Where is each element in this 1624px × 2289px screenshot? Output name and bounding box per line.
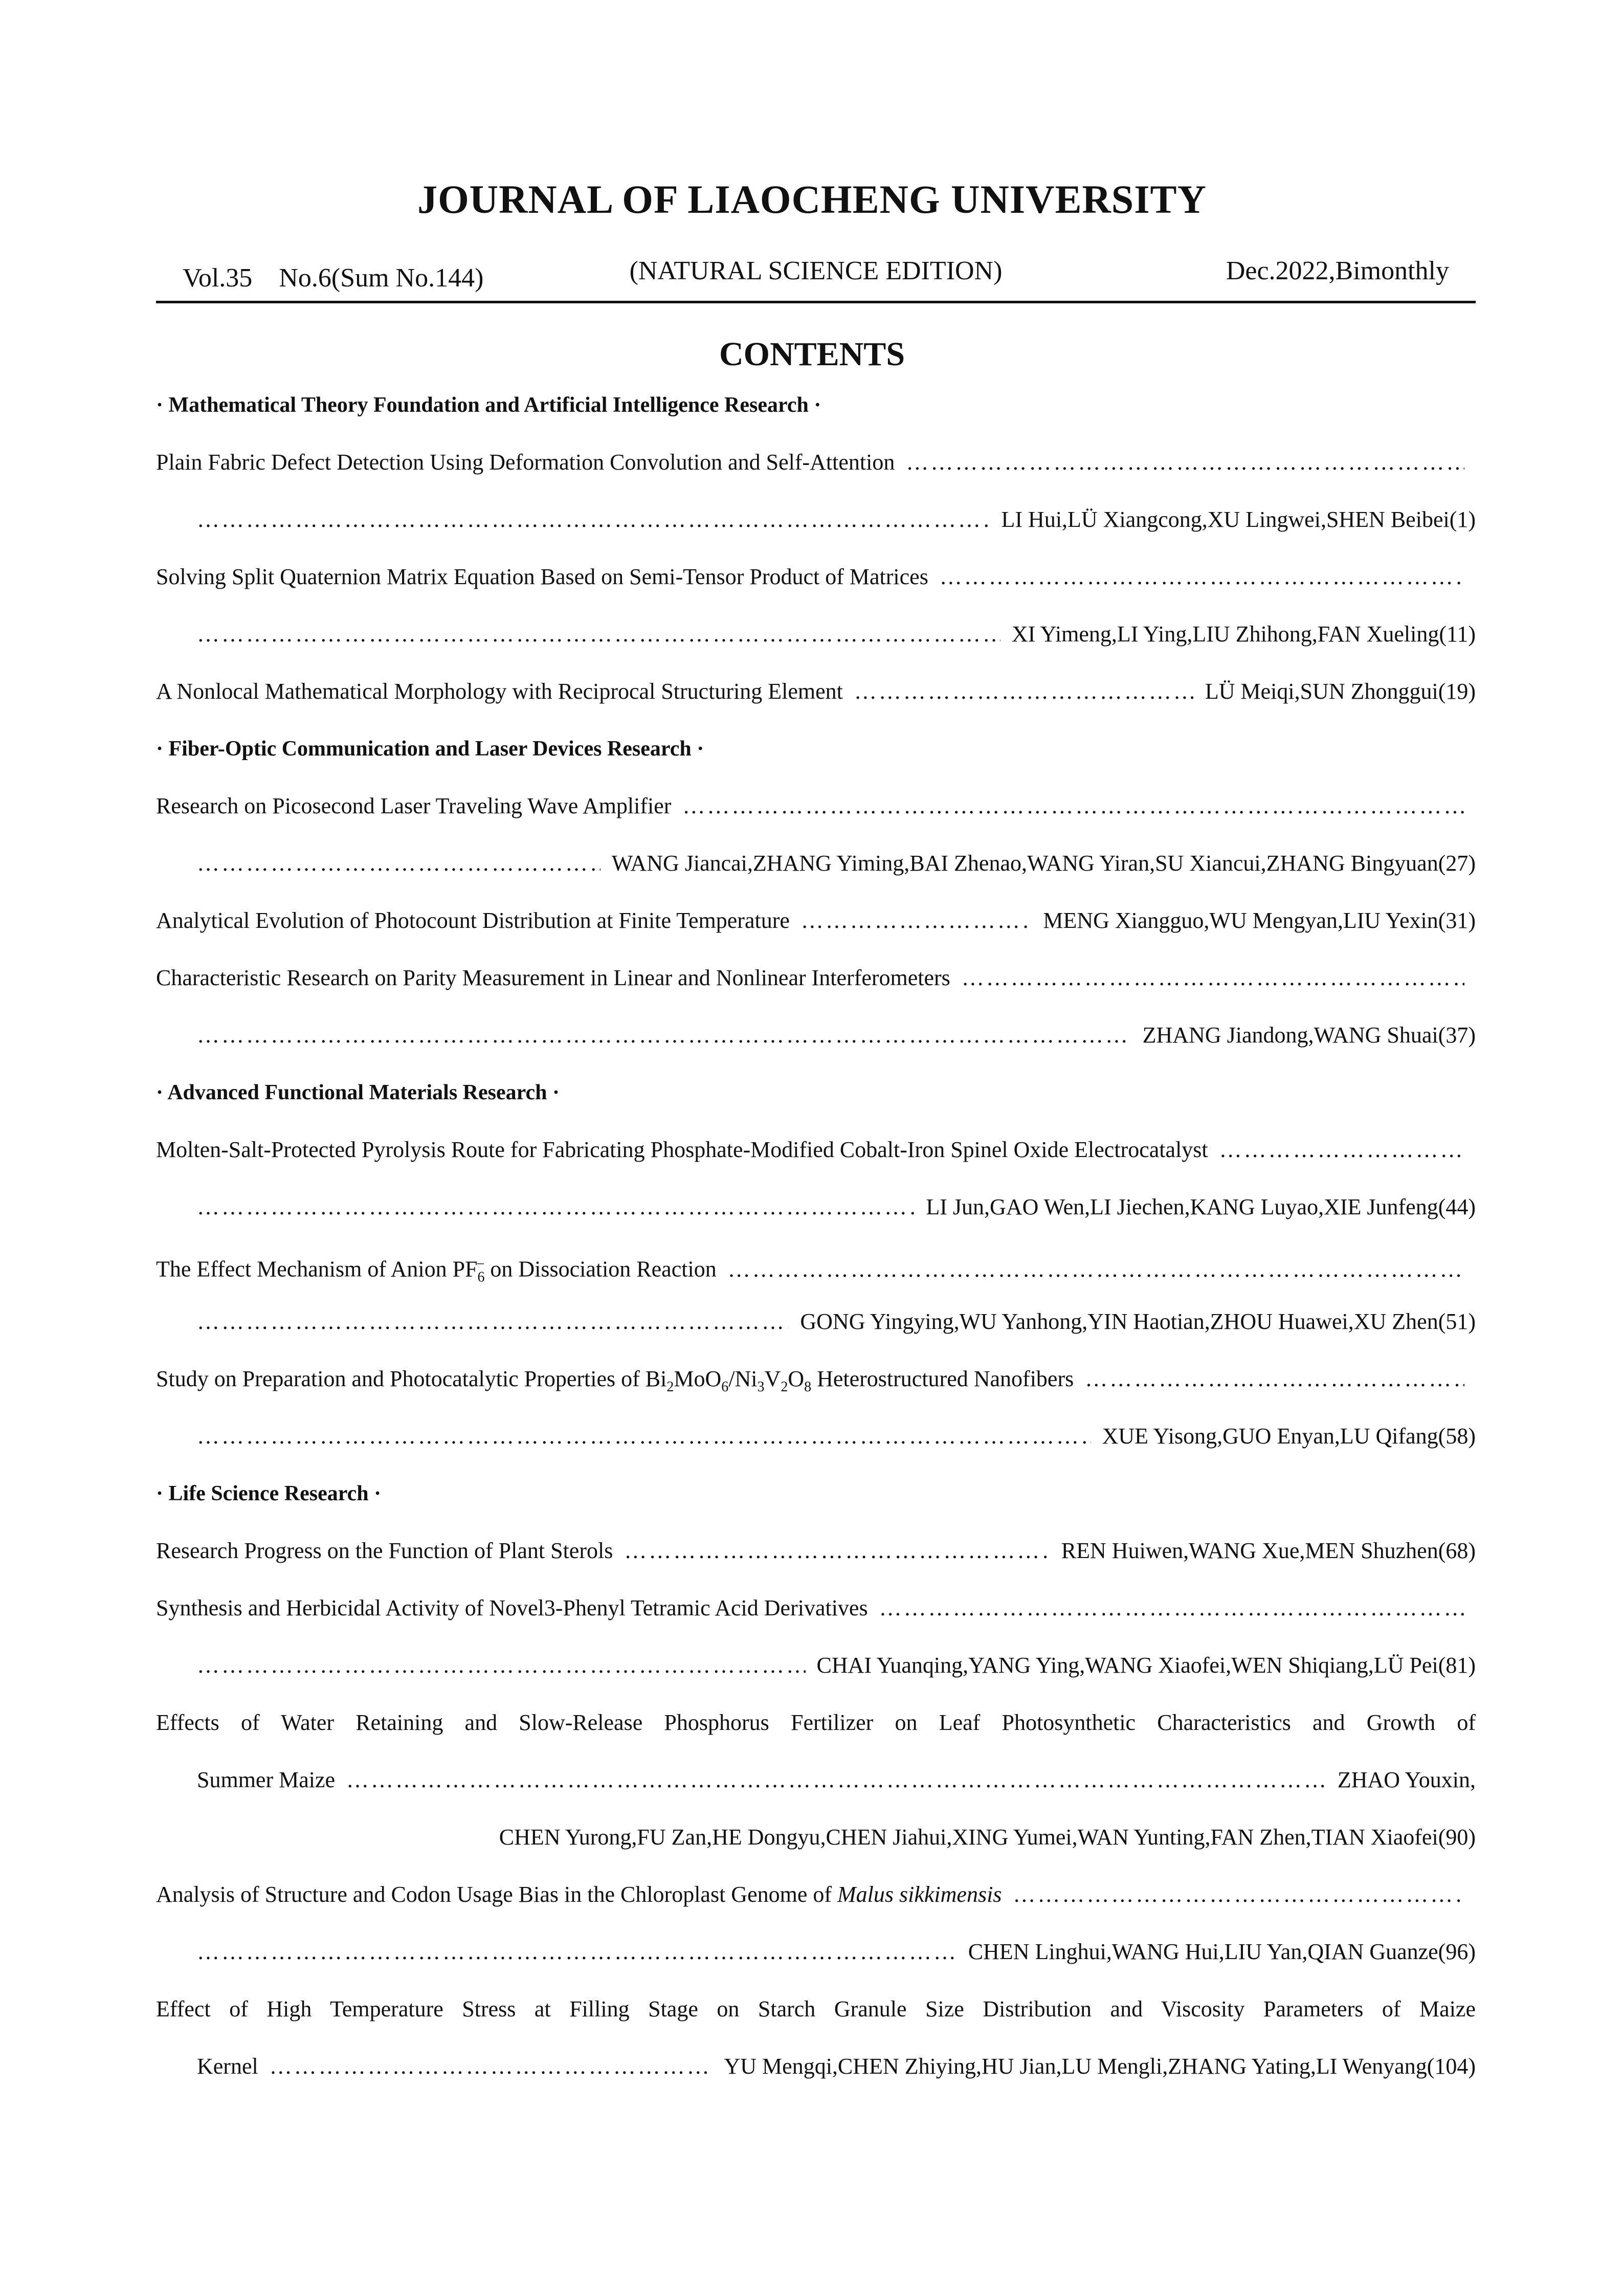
dot-leader [270, 2046, 713, 2087]
article-authors: MENG Xiangguo,WU Mengyan,LIU Yexin(31) [1043, 908, 1476, 933]
toc-entry-authors[interactable] [197, 614, 1476, 655]
title-part: Analysis of Structure and Codon Usage Bias in the Chloroplast Genome of [156, 1882, 838, 1907]
article-authors: WANG Jiancai,ZHANG Yiming,BAI Zhenao,WANG Yiran,SU Xiancui,ZHANG Bingyuan(27) [611, 851, 1476, 876]
dot-leader [940, 557, 1464, 597]
article-title: Synthesis and Herbicidal Activity of Novel3-Phenyl Tetramic Acid Derivatives [156, 1595, 868, 1620]
toc-entry-title[interactable] [156, 1244, 1476, 1285]
dot-leader [962, 958, 1464, 998]
toc-entry-authors[interactable] [197, 499, 1476, 540]
toc-entry-title[interactable] [156, 1359, 1476, 1399]
toc-entry-authors[interactable] [197, 1015, 1476, 1056]
article-title [156, 1244, 717, 1298]
dot-leader [854, 671, 1194, 712]
section-heading: · Fiber-Optic Communication and Laser Devices Research · [156, 737, 704, 761]
article-authors: LI Hui,LÜ Xiangcong,XU Lingwei,SHEN Beibei(1) [1001, 507, 1476, 532]
toc-entry-title[interactable] [156, 1588, 1476, 1629]
dot-leader [197, 1931, 957, 1972]
toc-entry-title[interactable] [156, 786, 1476, 827]
title-subscript: 2 [666, 1379, 674, 1395]
dot-leader [728, 1249, 1464, 1290]
article-authors: XUE Yisong,GUO Enyan,LU Qifang(58) [1102, 1424, 1476, 1449]
dot-leader [1085, 1359, 1464, 1399]
title-subscript: 2 [781, 1379, 788, 1395]
article-authors: YU Mengqi,CHEN Zhiying,HU Jian,LU Mengli,ZHANG Yating,LI Wenyang(104) [724, 2054, 1476, 2079]
title-subscript: 3 [757, 1379, 765, 1395]
toc-entry-title[interactable] [156, 442, 1476, 483]
dot-leader [197, 1416, 1091, 1457]
issue-date: Dec.2022,Bimonthly [1226, 256, 1449, 285]
dot-leader [346, 1760, 1326, 1801]
article-authors: CHEN Linghui,WANG Hui,LIU Yan,QIAN Guanze(96) [968, 1939, 1476, 1964]
title-part: /Ni [728, 1366, 758, 1391]
title-part: MoO [674, 1366, 722, 1391]
article-authors: CHAI Yuanqing,YANG Ying,WANG Xiaofei,WEN Shiqiang,LÜ Pei(81) [816, 1653, 1476, 1678]
dot-leader [197, 1301, 789, 1342]
title-subscript: 6 [721, 1379, 729, 1395]
article-authors: LÜ Meiqi,SUN Zhonggui(19) [1205, 679, 1476, 704]
title-subscript: 6 [477, 1269, 485, 1285]
article-authors: CHEN Yurong,FU Zan,HE Dongyu,CHEN Jiahui,XING Yumei,WAN Yunting,FAN Zhen,TIAN Xiaofei(90) [499, 1825, 1476, 1850]
journal-title: JOURNAL OF LIAOCHENG UNIVERSITY [417, 177, 1207, 221]
dot-leader [197, 614, 1000, 655]
toc-entry-authors[interactable] [294, 1817, 1476, 1858]
toc-entry-title[interactable] [197, 1760, 1476, 1801]
dot-leader [197, 1015, 1131, 1056]
article-title: Research Progress on the Function of Plant Sterols [156, 1538, 613, 1563]
contents-heading: CONTENTS [719, 336, 905, 373]
dot-leader [879, 1588, 1464, 1629]
dot-leader [682, 786, 1464, 827]
toc-entry-authors[interactable] [197, 843, 1476, 884]
dot-leader [197, 843, 600, 884]
title-part: V [764, 1366, 781, 1391]
article-title: Analytical Evolution of Photocount Distribution at Finite Temperature [156, 908, 790, 933]
edition: (NATURAL SCIENCE EDITION) [629, 256, 1003, 285]
article-authors: GONG Yingying,WU Yanhong,YIN Haotian,ZHOU Huawei,XU Zhen(51) [800, 1309, 1476, 1334]
dot-leader [197, 499, 990, 540]
toc-entry-authors[interactable] [197, 1645, 1476, 1686]
dot-leader [1219, 1129, 1464, 1170]
article-authors: ZHAO Youxin, [1337, 1767, 1476, 1792]
article-authors: LI Jun,GAO Wen,LI Jiechen,KANG Luyao,XIE Junfeng(44) [926, 1194, 1476, 1219]
section-heading: · Advanced Functional Materials Research · [156, 1081, 560, 1104]
toc-entry-title[interactable]: Effects of Water Retaining and Slow-Release Phosphorus Fertilizer on Leaf Photosynthetic Characteristics and Growth of [156, 1710, 1476, 1735]
toc-entry-title[interactable] [156, 1874, 1476, 1915]
dot-leader [197, 1187, 915, 1228]
masthead [156, 256, 1476, 302]
title-superscript: − [476, 1256, 485, 1272]
toc-entry-title[interactable]: Effect of High Temperature Stress at Filling Stage on Starch Granule Size Distribution and Viscosity Parameters of Maize [156, 1996, 1476, 2021]
toc-entry[interactable] [156, 1530, 1476, 1571]
volume-issue: Vol.35 No.6(Sum No.144) [183, 263, 484, 293]
article-authors: REN Huiwen,WANG Xue,MEN Shuzhen(68) [1061, 1538, 1476, 1563]
header-rule [156, 301, 1476, 303]
dot-leader [906, 442, 1464, 483]
title-part: The Effect Mechanism of Anion PF [156, 1256, 478, 1282]
title-part: on Dissociation Reaction [484, 1256, 717, 1282]
dot-leader [1013, 1874, 1464, 1915]
toc-entry[interactable] [156, 671, 1476, 712]
title-part: Study on Preparation and Photocatalytic Properties of Bi [156, 1366, 667, 1391]
dot-leader [801, 900, 1032, 941]
title-part: Heterostructured Nanofibers [811, 1366, 1074, 1391]
toc-entry-title[interactable] [156, 958, 1476, 998]
article-title: Research on Picosecond Laser Traveling Wave Amplifier [156, 793, 672, 818]
toc-entry-authors[interactable] [197, 1301, 1476, 1342]
section-heading: · Life Science Research · [156, 1482, 382, 1505]
article-authors: XI Yimeng,LI Ying,LIU Zhihong,FAN Xueling(11) [1011, 621, 1476, 647]
toc-entry-title[interactable] [156, 1129, 1476, 1170]
toc-entry[interactable] [156, 900, 1476, 941]
article-title: Molten-Salt-Protected Pyrolysis Route for Fabricating Phosphate-Modified Cobalt-Iron Spinel Oxide Electrocatalyst [156, 1137, 1208, 1162]
toc-entry-title[interactable] [156, 557, 1476, 597]
article-title: Plain Fabric Defect Detection Using Deformation Convolution and Self-Attention [156, 450, 895, 475]
section-heading: · Mathematical Theory Foundation and Artificial Intelligence Research · [156, 393, 821, 417]
article-authors: ZHANG Jiandong,WANG Shuai(37) [1142, 1023, 1476, 1048]
title-subscript: 8 [804, 1379, 812, 1395]
title-italic-species: Malus sikkimensis [837, 1882, 1002, 1907]
toc-entry[interactable] [197, 2046, 1476, 2087]
toc-entry-authors[interactable] [197, 1187, 1476, 1228]
dot-leader [624, 1530, 1050, 1571]
article-title: Solving Split Quaternion Matrix Equation Based on Semi-Tensor Product of Matrices [156, 564, 928, 589]
article-title: Characteristic Research on Parity Measurement in Linear and Nonlinear Interferometers [156, 965, 950, 990]
article-title [156, 1359, 1074, 1408]
toc-entry-authors[interactable] [197, 1416, 1476, 1457]
toc-entry-authors[interactable] [197, 1931, 1476, 1972]
article-title: Summer Maize [197, 1767, 336, 1792]
article-title: Kernel [197, 2054, 258, 2079]
title-part: O [788, 1366, 805, 1391]
dot-leader [197, 1645, 806, 1686]
article-title: A Nonlocal Mathematical Morphology with Reciprocal Structuring Element [156, 679, 843, 704]
article-title [156, 1874, 1002, 1915]
